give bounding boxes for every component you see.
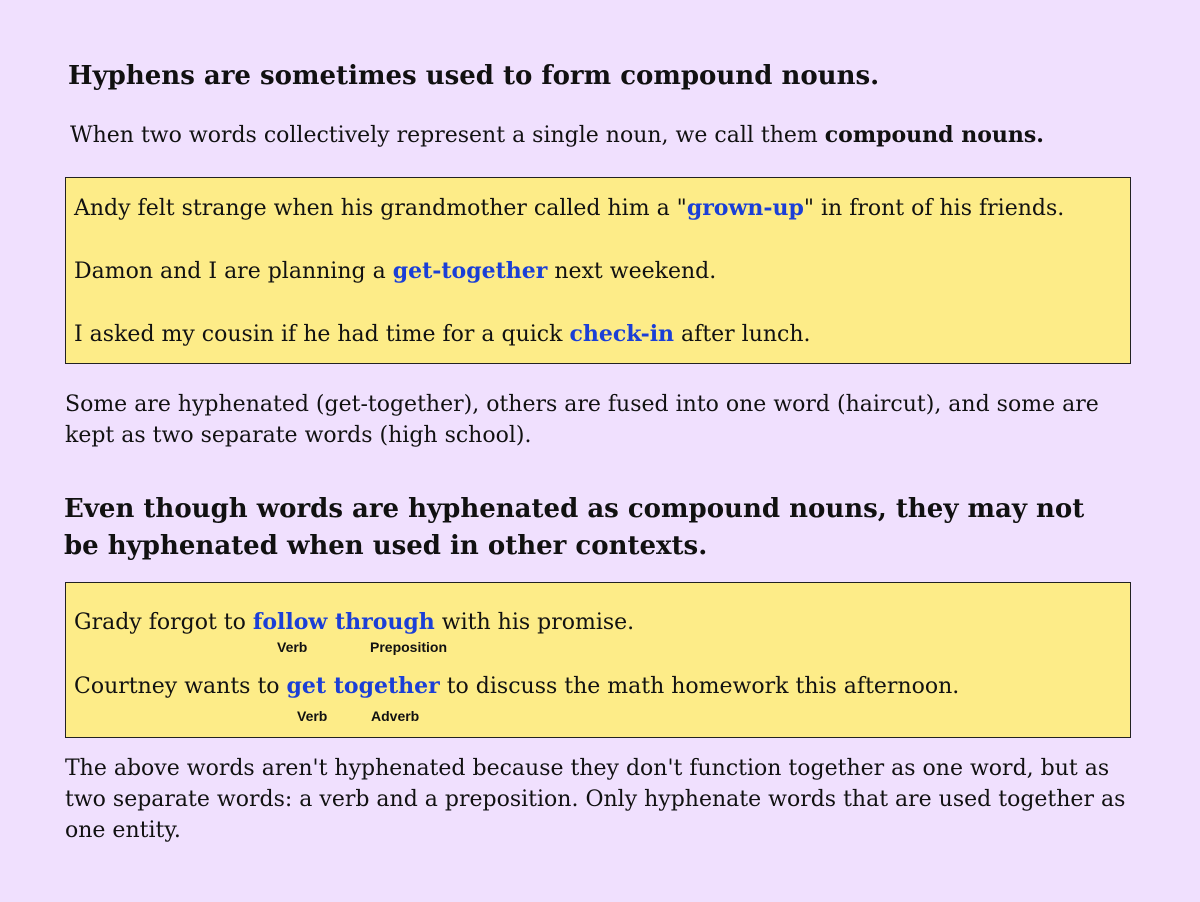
phrasal-verb: follow through — [252, 609, 435, 635]
sentence-text: Grady forgot to — [74, 610, 253, 635]
compound-noun: grown-up — [686, 195, 804, 221]
sentence-text: with his promise. — [434, 610, 635, 635]
example-sentence — [74, 671, 959, 702]
example-box-2 — [65, 582, 1131, 738]
part-of-speech-label: Verb — [297, 708, 328, 724]
sentence-text: Andy felt strange when his grandmother called him a " — [74, 196, 687, 221]
sentence-text: " in front of his friends. — [803, 196, 1065, 221]
phrasal-verb: get together — [286, 673, 440, 699]
section2-heading: Even though words are hyphenated as compound nouns, they may not be hyphenated when used in other contexts. — [64, 494, 1085, 561]
part-of-speech-label: Preposition — [370, 639, 448, 655]
sentence-text: to discuss the math homework this afternoon. — [439, 674, 960, 699]
example-sentence — [74, 193, 1064, 224]
part-of-speech-label: Verb — [277, 639, 308, 655]
section2-note: The above words aren't hyphenated because they don't function together as one word, but as two separate words: a verb and a preposition. Only hyphenate words that are used together as one entity. — [65, 756, 1126, 843]
section1-note: Some are hyphenated (get-together), others are fused into one word (haircut), and some are kept as two separate words (high school). — [65, 392, 1099, 448]
section1-intro — [70, 120, 1044, 151]
sentence-text: next weekend. — [547, 259, 717, 284]
sentence-text: Damon and I are planning a — [74, 259, 393, 284]
sentence-text: Courtney wants to — [74, 674, 287, 699]
section1-heading: Hyphens are sometimes used to form compound nouns. — [68, 61, 880, 91]
example-sentence — [74, 256, 716, 287]
intro-text: When two words collectively represent a single noun, we call them — [70, 123, 825, 148]
compound-noun: get-together — [392, 258, 548, 284]
compound-noun: check-in — [569, 321, 675, 347]
intro-bold-term: compound nouns. — [824, 122, 1044, 148]
example-box-1 — [65, 177, 1131, 364]
sentence-text: after lunch. — [674, 322, 811, 347]
part-of-speech-label: Adverb — [371, 708, 420, 724]
example-sentence — [74, 319, 811, 350]
example-sentence — [74, 607, 634, 638]
sentence-text: I asked my cousin if he had time for a quick — [74, 322, 570, 347]
